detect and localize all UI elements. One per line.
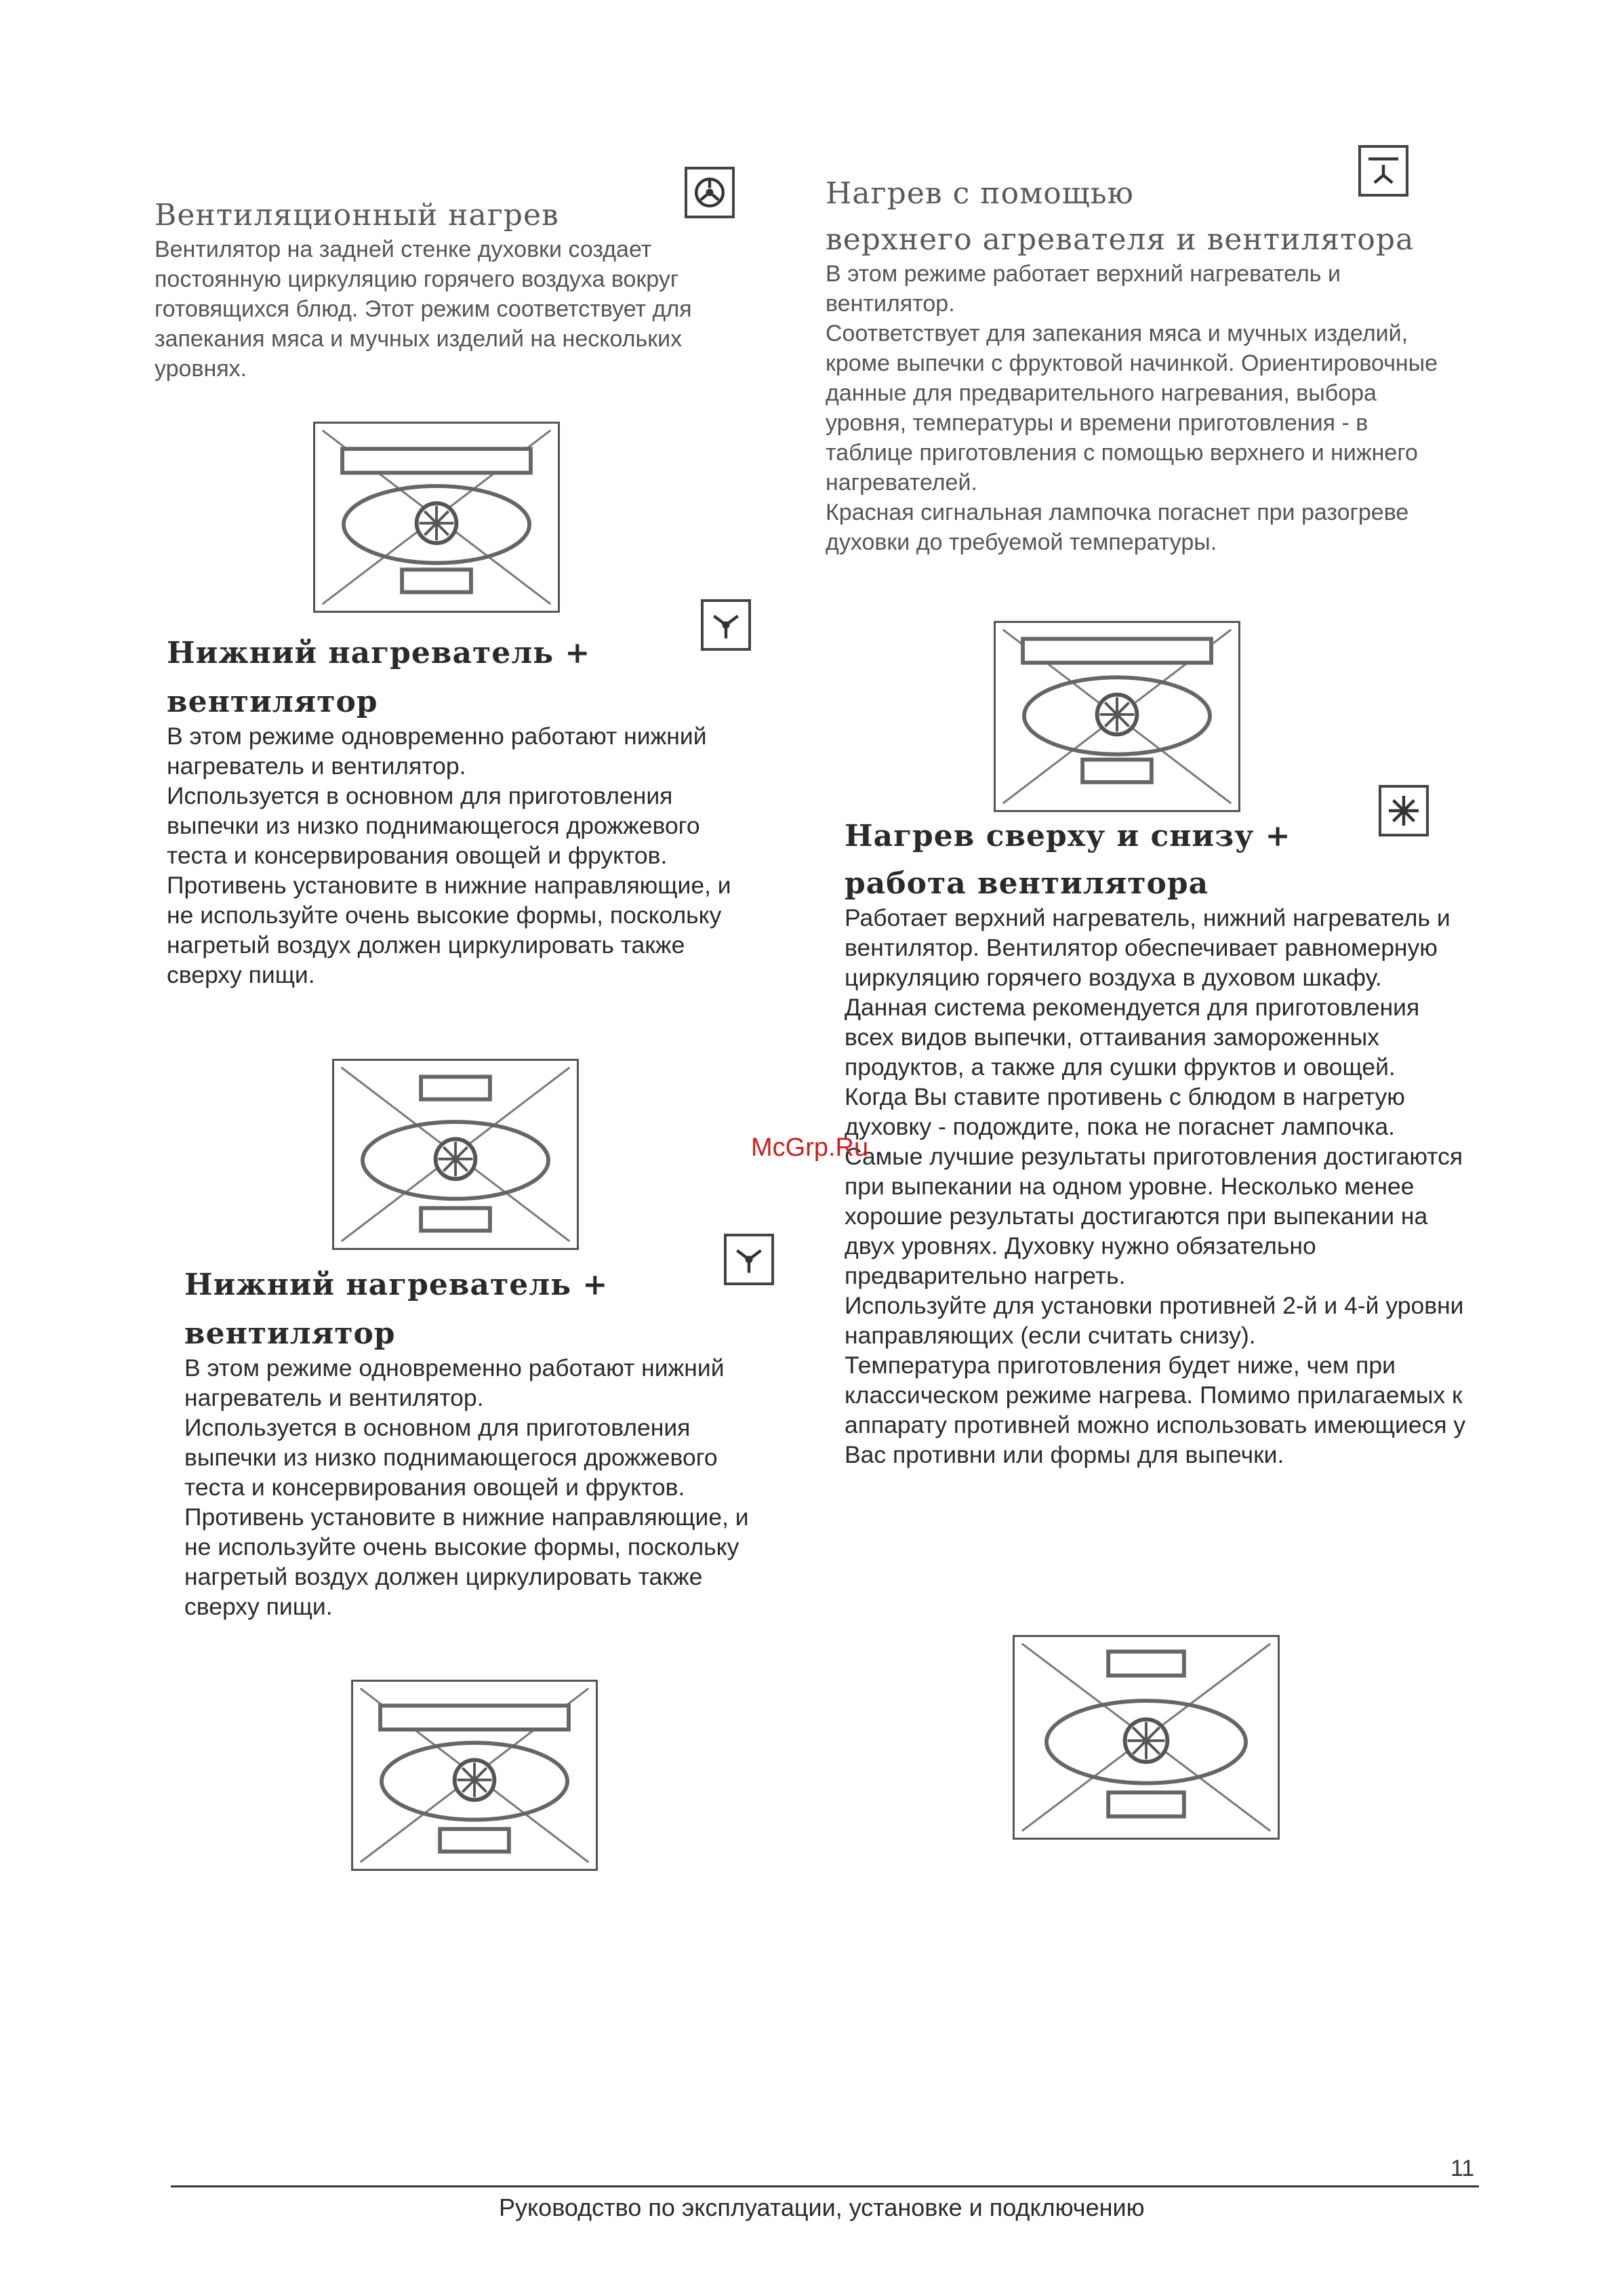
paragraph: Противень установите в нижние направляющие, и не используйте очень высокие формы, поскольку нагретый воздух должен циркулировать также сверху пищи. bbox=[167, 872, 731, 988]
section-title bbox=[167, 634, 763, 721]
paragraph: Когда Вы ставите противень с блюдом в нагретую духовку - подождите, пока не погаснет лампочка. Самые лучшие результаты приготовления достигаются при выпекании на одном уровне. Несколько менее хорошие результаты достигаются при выпекании на двух уровнях. Духовку нужно обязательно предварительно нагреть. bbox=[845, 1083, 1463, 1289]
fan-top-heater-icon bbox=[1358, 145, 1408, 197]
section-top-heater-fan bbox=[826, 175, 1449, 557]
paragraph: Используется в основном для приготовления выпечки из низко поднимающегося дрожжевого теста и консервирования овощей и фруктов. bbox=[184, 1414, 718, 1501]
section-bottom-heater-fan-2 bbox=[184, 1266, 781, 1621]
title-line: Нижний нагреватель + bbox=[167, 636, 591, 670]
fan-ring-icon bbox=[685, 167, 735, 218]
fan-top-bottom-icon bbox=[1379, 785, 1429, 836]
paragraph: В этом режиме работает верхний нагреватель и вентилятор. bbox=[826, 261, 1341, 317]
oven-diagram bbox=[351, 1680, 598, 1871]
page-number: 11 bbox=[1450, 2156, 1475, 2181]
watermark: McGrp.Ru bbox=[751, 1133, 869, 1162]
paragraph: Красная сигнальная лампочка погаснет при разогреве духовки до требуемой температуры. bbox=[826, 500, 1409, 555]
paragraph: Работает верхний нагреватель, нижний нагреватель и вентилятор. Вентилятор обеспечивает равномерную циркуляцию горячего воздуха в духовом шкафу. Данная система рекомендуется для приготовления всех видов выпечки, оттаивания замороженных продуктов, а также для сушки фруктов и овощей. bbox=[845, 904, 1450, 1080]
paragraph: Используйте для установки противней 2-й и 4-й уровни направляющих (если считать снизу). bbox=[845, 1292, 1464, 1349]
paragraph: Используется в основном для приготовления выпечки из низко поднимающегося дрожжевого теста и консервирования овощей и фруктов. bbox=[167, 782, 700, 869]
section-body bbox=[845, 903, 1468, 1470]
section-body bbox=[167, 721, 763, 990]
section-title bbox=[155, 197, 751, 235]
title-line: работа вентилятора bbox=[845, 866, 1209, 901]
paragraph: Температура приготовления будет ниже, чем при классическом режиме нагрева. Помимо прилагаемых к аппарату противней можно использовать имеющиеся у Вас противни или формы для выпечки. bbox=[845, 1352, 1466, 1468]
footer-text: Руководство по эксплуатации, установке и подключению bbox=[499, 2194, 1145, 2221]
oven-diagram bbox=[1013, 1635, 1280, 1840]
footer-divider bbox=[171, 2185, 1479, 2187]
section-body bbox=[155, 235, 751, 384]
fan-bottom-heater-icon bbox=[701, 599, 751, 651]
section-top-bottom-fan bbox=[845, 817, 1468, 1470]
paragraph: Соответствует для запекания мяса и мучных изделий, кроме выпечки с фруктовой начинкой. Ориентировочные данные для предварительного нагревания, выбора уровня, температуры и времени приготовления - в таблице приготовления с помощью верхнего и нижнего нагревателей. bbox=[826, 321, 1438, 496]
paragraph: Противень установите в нижние направляющие, и не используйте очень высокие формы, поскольку нагретый воздух должен циркулировать также сверху пищи. bbox=[184, 1503, 749, 1620]
title-line: Нижний нагреватель + bbox=[184, 1268, 609, 1302]
title-line: вентилятор bbox=[184, 1316, 396, 1351]
title-line: Нагрев сверху и снизу + bbox=[845, 819, 1291, 853]
title-line: верхнего агревателя и вентилятора bbox=[826, 222, 1415, 257]
section-fan-heating bbox=[155, 197, 751, 384]
oven-diagram bbox=[313, 422, 560, 613]
oven-diagram bbox=[994, 621, 1240, 812]
section-body bbox=[826, 259, 1449, 557]
paragraph: Вентилятор на задней стенке духовки создает постоянную циркуляцию горячего воздуха вокруг готовящихся блюд. Этот режим соответствует для запекания мяса и мучных изделий на нескольких уровнях. bbox=[155, 237, 692, 382]
section-body bbox=[184, 1353, 781, 1621]
section-title bbox=[184, 1266, 781, 1353]
title-line: вентилятор bbox=[167, 685, 378, 719]
paragraph: В этом режиме одновременно работают нижний нагреватель и вентилятор. bbox=[167, 723, 707, 780]
title-line: Нагрев с помощью bbox=[826, 176, 1134, 211]
title-line: Вентиляционный нагрев bbox=[155, 198, 559, 233]
oven-diagram bbox=[332, 1059, 579, 1250]
fan-bottom-heater-icon bbox=[724, 1234, 774, 1285]
section-title bbox=[845, 817, 1468, 903]
section-bottom-heater-fan bbox=[167, 634, 763, 990]
section-title bbox=[826, 175, 1449, 259]
paragraph: В этом режиме одновременно работают нижний нагреватель и вентилятор. bbox=[184, 1354, 725, 1411]
